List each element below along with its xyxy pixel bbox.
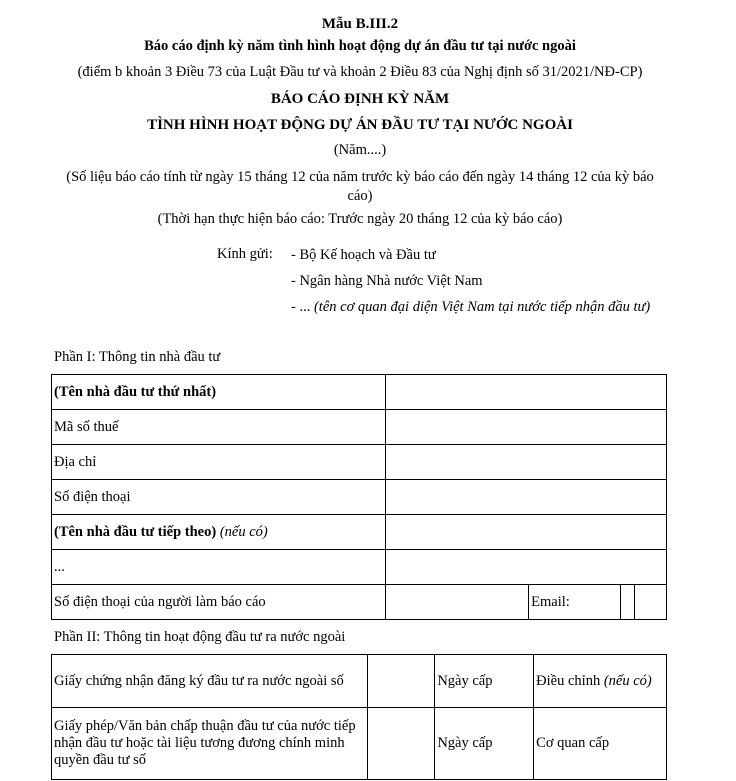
next-investor-value[interactable] — [386, 515, 667, 550]
recipient-1: - Bộ Kế hoạch và Đầu tư — [291, 247, 436, 263]
report-title-2: TÌNH HÌNH HOẠT ĐỘNG DỰ ÁN ĐẦU TƯ TẠI NƯỚC NGOÀI — [147, 117, 573, 133]
adjust-cell — [534, 655, 667, 708]
investor-table — [51, 374, 667, 620]
email-label: Email: — [529, 585, 621, 620]
license-label: Giấy phép/Văn bản chấp thuận đầu tư của nước tiếp nhận đầu tư hoặc tài liệu tương đương chính minh quyền đầu tư số — [52, 708, 368, 780]
recipient-2: - Ngân hàng Nhà nước Việt Nam — [291, 273, 483, 289]
ellipsis-label: ... — [52, 550, 386, 585]
recipient-3-note: (tên cơ quan đại diện Việt Nam tại nước tiếp nhận đầu tư) — [313, 299, 651, 315]
tax-code-value[interactable] — [386, 410, 667, 445]
form-title: Báo cáo định kỳ năm tình hình hoạt động dự án đầu tư tại nước ngoài — [144, 38, 576, 54]
recipient-3-prefix: - ... — [291, 299, 314, 315]
part1-title: Phần I: Thông tin nhà đầu tư — [54, 349, 221, 365]
address-label: Địa chỉ — [52, 445, 386, 480]
next-investor-cell — [52, 515, 386, 550]
data-period: (Số liệu báo cáo tính từ ngày 15 tháng 12 của năm trước kỳ báo cáo đến ngày 14 tháng 12 của kỳ báo cáo) — [66, 169, 654, 204]
license-value[interactable] — [368, 708, 435, 780]
report-deadline: (Thời hạn thực hiện báo cáo: Trước ngày 20 tháng 12 của kỳ báo cáo) — [157, 211, 563, 227]
email-extra[interactable] — [635, 585, 667, 620]
legal-basis: (điểm b khoản 3 Điều 73 của Luật Đầu tư và khoản 2 Điều 83 của Nghị định số 31/2021/NĐ-CP) — [77, 64, 643, 80]
reporter-phone-label: Số điện thoại của người làm báo cáo — [52, 585, 386, 620]
activity-table — [51, 654, 667, 780]
cert-no-value[interactable] — [368, 655, 435, 708]
report-year: (Năm....) — [333, 142, 387, 158]
issue-date-2-label: Ngày cấp — [435, 708, 534, 780]
tax-code-label: Mã số thuế — [52, 410, 386, 445]
adjust-note: (nếu có) — [603, 672, 652, 689]
recipients-label: Kính gửi: — [217, 246, 273, 262]
form-code: Mẫu B.III.2 — [321, 16, 399, 32]
next-investor-label: (Tên nhà đầu tư tiếp theo) — [54, 523, 217, 540]
address-value[interactable] — [386, 445, 667, 480]
first-investor-value[interactable] — [386, 375, 667, 410]
phone-label: Số điện thoại — [52, 480, 386, 515]
next-investor-note: (nếu có) — [219, 523, 268, 540]
reporter-phone-value[interactable] — [386, 585, 529, 620]
issuer-label: Cơ quan cấp — [534, 708, 667, 780]
issue-date-label: Ngày cấp — [435, 655, 534, 708]
part2-title: Phần II: Thông tin hoạt động đầu tư ra nước ngoài — [54, 629, 346, 645]
phone-value[interactable] — [386, 480, 667, 515]
ellipsis-value[interactable] — [386, 550, 667, 585]
recipient-3 — [291, 298, 671, 317]
first-investor-label: (Tên nhà đầu tư thứ nhất) — [52, 375, 386, 410]
adjust-label: Điều chỉnh — [536, 672, 604, 689]
email-value[interactable] — [621, 585, 635, 620]
cert-no-label: Giấy chứng nhận đăng ký đầu tư ra nước ngoài số — [52, 655, 368, 708]
report-title-1: BÁO CÁO ĐỊNH KỲ NĂM — [270, 91, 450, 107]
